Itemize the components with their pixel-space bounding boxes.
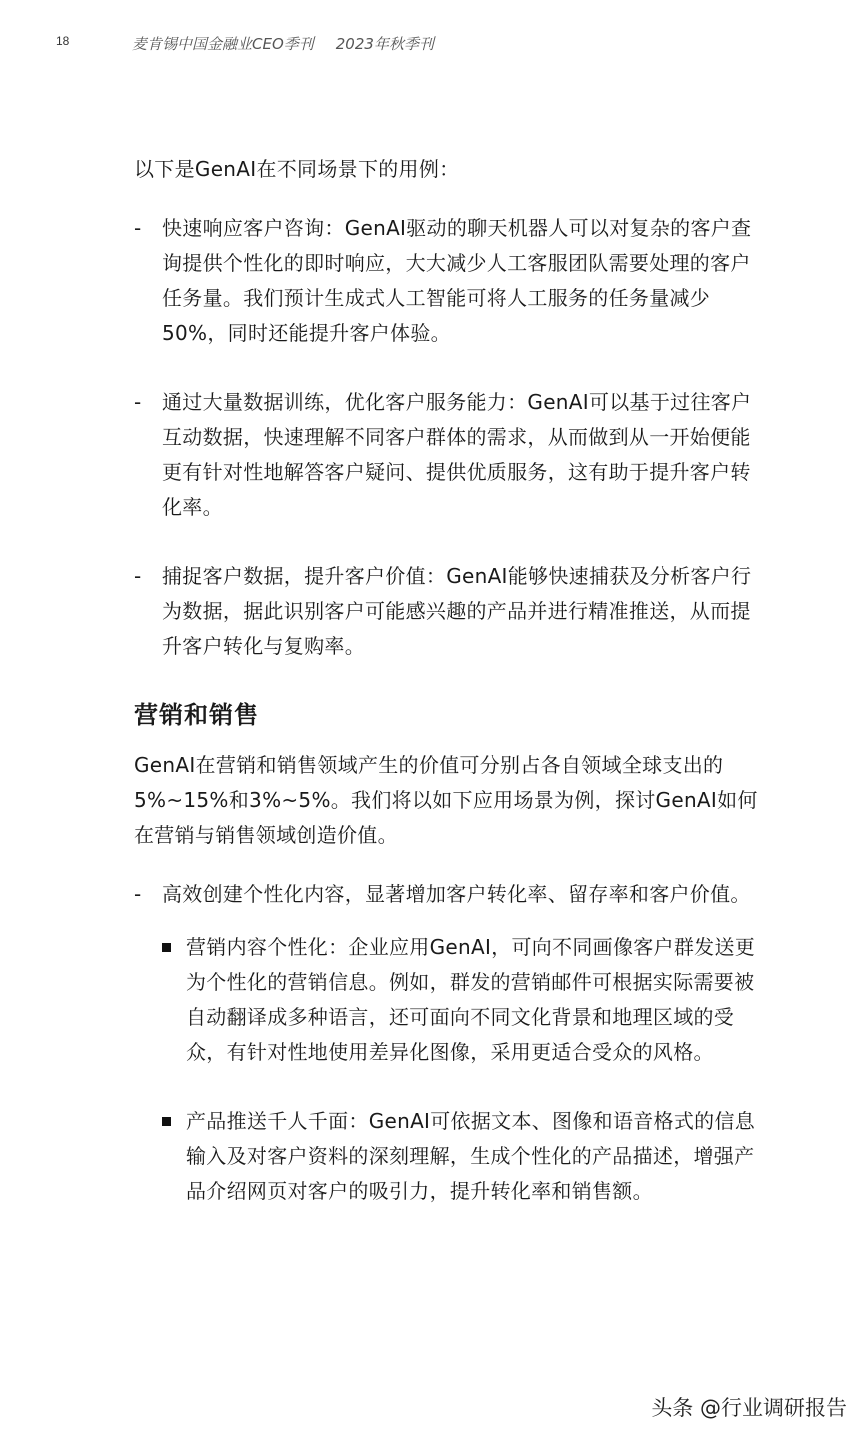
marketing-paragraph: GenAI在营销和销售领域产生的价值可分别占各自领域全球支出的5%~15%和3%~5%。我们将以如下应用场景为例，探讨GenAI如何在营销与销售领域创造价值。 [134, 753, 758, 847]
use-cases-intro: 以下是GenAI在不同场景下的用例： [134, 157, 460, 181]
dash-bullet: - [134, 216, 142, 240]
section-heading: 营销和销售 [134, 701, 259, 729]
sub-list-item [162, 1104, 759, 1209]
dash-bullet: - [134, 390, 142, 414]
article-body [134, 152, 759, 1243]
list-item [134, 877, 759, 912]
marketing-item-text: 高效创建个性化内容，显著增加客户转化率、留存率和客户价值。 [162, 882, 751, 906]
square-bullet-icon [162, 943, 171, 952]
source-watermark: 头条 @行业调研报告 [651, 1396, 847, 1420]
sub-list [134, 930, 759, 1209]
publication-title: 麦肯锡中国金融业CEO季刊 [132, 35, 314, 53]
sub-list-item [162, 930, 759, 1070]
page-number: 18 [56, 34, 70, 48]
use-case-text: 快速响应客户咨询：GenAI驱动的聊天机器人可以对复杂的客户查询提供个性化的即时响应，大大减少人工客服团队需要处理的客户任务量。我们预计生成式人工智能可将人工服务的任务量减少50%，同时还能提升客户体验。 [162, 216, 752, 345]
running-header [132, 33, 434, 54]
issue-season: 2023年秋季刊 [335, 35, 434, 53]
list-item [134, 211, 759, 351]
sub-item-text: 产品推送千人千面：GenAI可依据文本、图像和语音格式的信息输入及对客户资料的深刻理解，生成个性化的产品描述，增强产品介绍网页对客户的吸引力，提升转化率和销售额。 [186, 1109, 756, 1203]
dash-bullet: - [134, 882, 142, 906]
dash-bullet: - [134, 564, 142, 588]
sub-item-text: 营销内容个性化：企业应用GenAI，可向不同画像客户群发送更为个性化的营销信息。例如，群发的营销邮件可根据实际需要被自动翻译成多种语言，还可面向不同文化背景和地理区域的受众，有针对性地使用差异化图像，采用更适合受众的风格。 [186, 935, 756, 1064]
list-item [134, 385, 759, 525]
square-bullet-icon [162, 1117, 171, 1126]
use-case-text: 捕捉客户数据，提升客户价值：GenAI能够快速捕获及分析客户行为数据，据此识别客户可能感兴趣的产品并进行精准推送，从而提升客户转化与复购率。 [162, 564, 752, 658]
use-case-text: 通过大量数据训练，优化客户服务能力：GenAI可以基于过往客户互动数据，快速理解不同客户群体的需求，从而做到从一开始便能更有针对性地解答客户疑问、提供优质服务，这有助于提升客户转化率。 [162, 390, 752, 519]
list-item [134, 559, 759, 664]
